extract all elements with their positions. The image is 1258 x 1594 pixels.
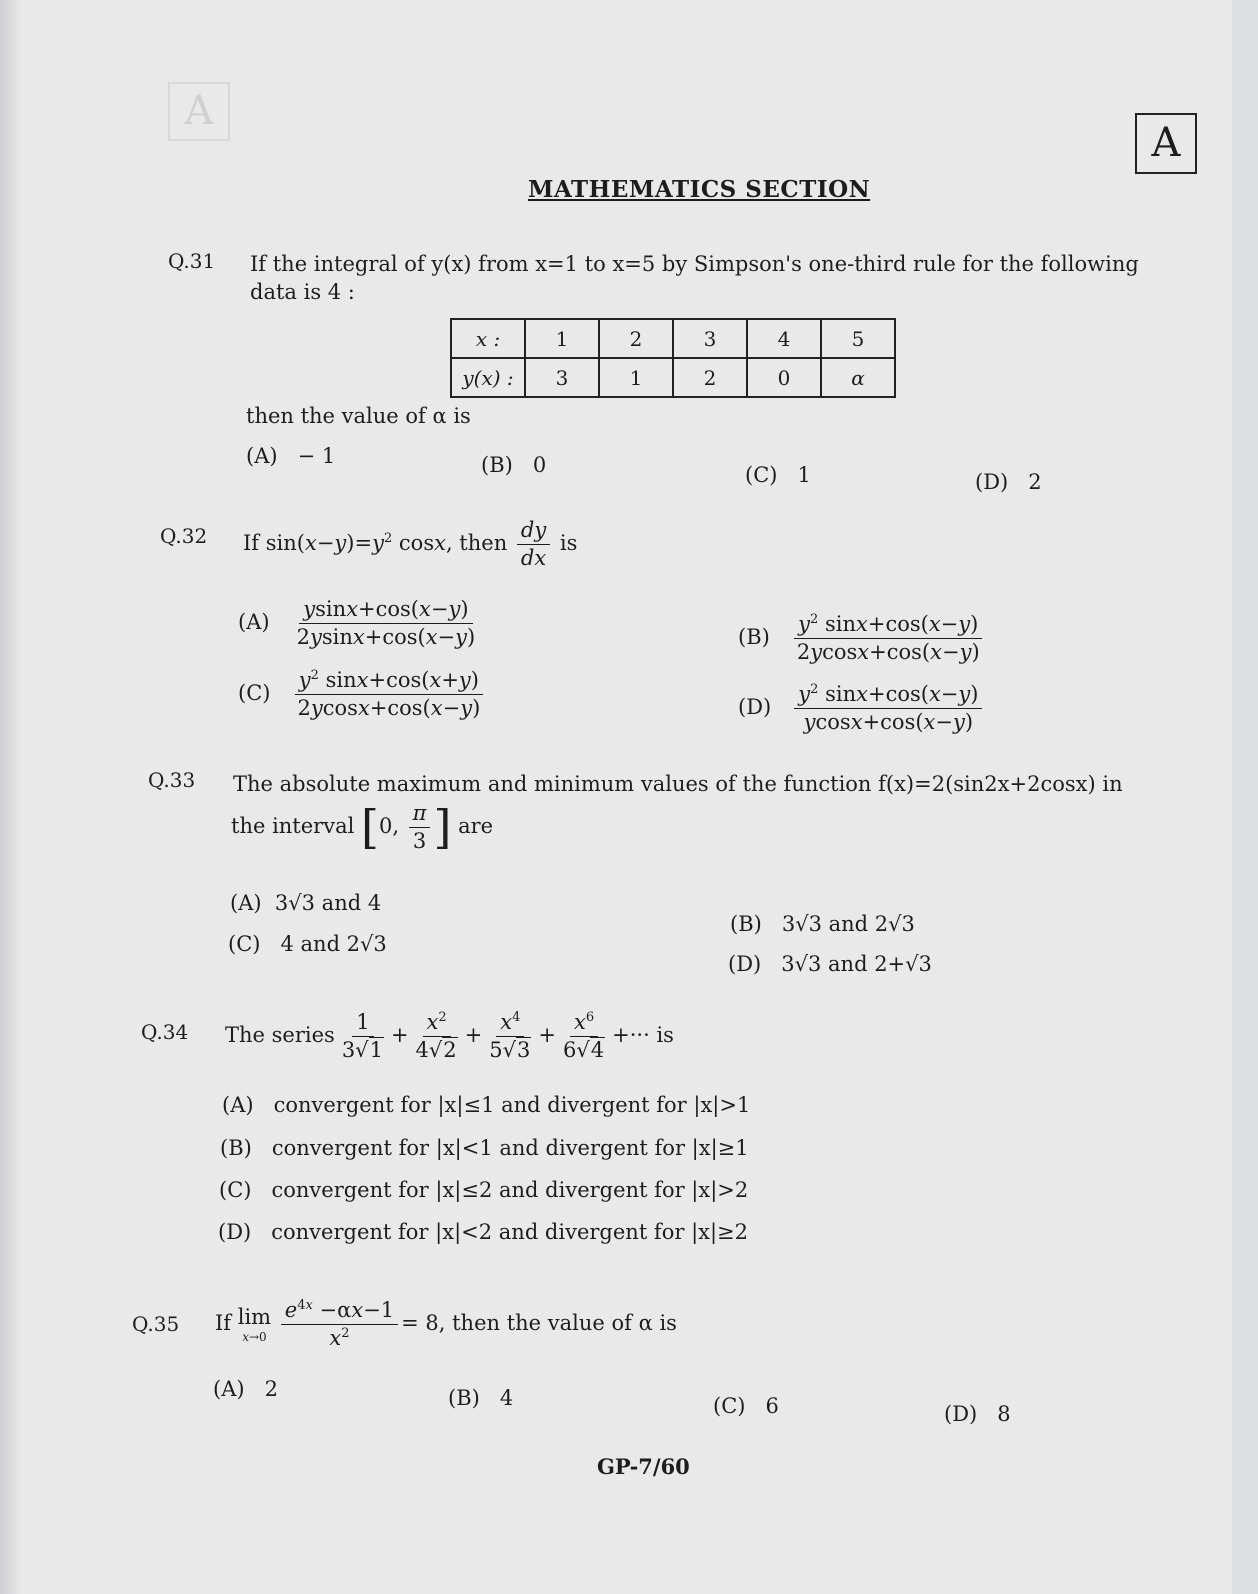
q31-text-line1: If the integral of y(x) from x=1 to x=5 by Simpson's one-third rule for the following bbox=[250, 252, 1139, 276]
q35-option-c: (C) 6 bbox=[713, 1394, 779, 1418]
q32-option-b: (B) $\frac{y^2 \sin x+\cos(x-y)}{2ycosx+\cos(x-y)}$ bbox=[738, 612, 987, 665]
q32-option-a-label: (A) bbox=[238, 610, 270, 635]
q32-statement: If $\sin(x-y)=y^2$ cosx, then $\frac{dy}{dx}$ is bbox=[243, 518, 578, 571]
table-cell: 0 bbox=[747, 358, 821, 397]
q33-option-b: (B) 3√3 and 2√3 bbox=[730, 912, 915, 936]
q31-option-d-value: 2 bbox=[1028, 470, 1042, 494]
table-cell: 4 bbox=[747, 319, 821, 358]
q35-statement: If lim x→0 $\frac{e^{4x} -\alpha x-1}{x^2}$ = 8, then the value of α is bbox=[215, 1298, 677, 1351]
q33-text-line1: The absolute maximum and minimum values of the function f(x)=2(sin2x+2cosx) in bbox=[233, 772, 1123, 796]
q33-option-c-value: 4 and 2√3 bbox=[280, 932, 387, 956]
q33-option-a: (A) 3√3 and 4 bbox=[230, 891, 382, 915]
table-cell: 2 bbox=[673, 358, 747, 397]
q34-option-d-value: convergent for |x|<2 and divergent for |x|≥2 bbox=[271, 1220, 749, 1244]
q35-number: Q.35 bbox=[132, 1312, 180, 1336]
bleed-through-set-box: A bbox=[168, 82, 230, 141]
table-cell: 1 bbox=[525, 319, 599, 358]
q35-tail: = 8, then the value of α is bbox=[401, 1311, 677, 1336]
q34-option-c: (C) convergent for |x|≤2 and divergent for |x|>2 bbox=[219, 1178, 749, 1202]
table-row-x bbox=[451, 319, 895, 358]
q32-option-b-label: (B) bbox=[738, 625, 770, 650]
q31-number: Q.31 bbox=[168, 249, 216, 273]
q34-option-d: (D) convergent for |x|<2 and divergent for |x|≥2 bbox=[218, 1220, 749, 1244]
table-row-y bbox=[451, 358, 895, 397]
q32-option-d: (D) $\frac{y^2 \sin x+\cos(x-y)}{ycosx+\cos(x-y)}$ bbox=[738, 682, 985, 735]
q31-option-b: (B) 0 bbox=[481, 453, 547, 477]
q31-option-a: (A) − 1 bbox=[246, 444, 336, 468]
table-cell: 5 bbox=[821, 319, 895, 358]
q34-statement: The series $\frac{1}{3√1}$ + $\frac{x^2}{4√2}$ + $\frac{x^4}{5√3}$ + $\frac{x^6}{6√4}$ +··· is bbox=[225, 1010, 674, 1063]
table-header-y: y(x) : bbox=[451, 358, 525, 397]
q35-option-a: (A) 2 bbox=[213, 1377, 278, 1401]
q31-option-c: (C) 1 bbox=[745, 463, 811, 487]
q31-option-c-value: 1 bbox=[797, 463, 811, 487]
q34-option-a: (A) convergent for |x|≤1 and divergent for |x|>1 bbox=[222, 1093, 751, 1117]
q35-option-d: (D) 8 bbox=[944, 1402, 1011, 1426]
table-cell: 3 bbox=[525, 358, 599, 397]
page-right-edge bbox=[1232, 0, 1258, 1594]
q34-option-a-value: convergent for |x|≤1 and divergent for |x|>1 bbox=[273, 1093, 751, 1117]
q32-option-c: (C) $\frac{y^2 \sin x+\cos(x+y)}{2ycosx+\cos(x-y)}$ bbox=[238, 668, 487, 721]
q33-interval: the interval [0, $\frac{\pi}{3}$ ] are bbox=[231, 800, 494, 854]
q34-number: Q.34 bbox=[141, 1020, 189, 1044]
table-cell: 1 bbox=[599, 358, 673, 397]
q32-option-c-label: (C) bbox=[238, 681, 271, 706]
q34-option-c-value: convergent for |x|≤2 and divergent for |x|>2 bbox=[271, 1178, 749, 1202]
q32-option-d-label: (D) bbox=[738, 695, 772, 720]
q32-option-a: (A) $\frac{ysinx+\cos(x-y)}{2ysinx+\cos(x-y)}$ bbox=[238, 597, 476, 650]
simpson-data-table bbox=[450, 318, 896, 398]
q35-option-c-value: 6 bbox=[765, 1394, 779, 1418]
section-title: MATHEMATICS SECTION bbox=[528, 176, 871, 203]
table-cell: α bbox=[821, 358, 895, 397]
q32-number: Q.32 bbox=[160, 524, 208, 548]
page-footer-code: GP-7/60 bbox=[597, 1454, 690, 1479]
q31-text-after-table: then the value of α is bbox=[246, 404, 471, 428]
set-code-box: A bbox=[1135, 113, 1197, 174]
page-binding-shadow bbox=[0, 0, 22, 1594]
table-cell: 2 bbox=[599, 319, 673, 358]
q31-option-a-value: − 1 bbox=[297, 444, 336, 468]
q31-option-b-value: 0 bbox=[532, 453, 547, 477]
q31-text-line2: data is 4 : bbox=[250, 280, 355, 304]
q33-number: Q.33 bbox=[148, 768, 196, 792]
q34-option-b: (B) convergent for |x|<1 and divergent for |x|≥1 bbox=[220, 1136, 749, 1160]
q33-option-d: (D) 3√3 and 2+√3 bbox=[728, 952, 932, 976]
q35-option-b: (B) 4 bbox=[448, 1386, 514, 1410]
q35-option-b-value: 4 bbox=[499, 1386, 514, 1410]
q31-option-d: (D) 2 bbox=[975, 470, 1042, 494]
q35-option-a-value: 2 bbox=[264, 1377, 278, 1401]
q34-option-b-value: convergent for |x|<1 and divergent for |x|≥1 bbox=[271, 1136, 749, 1160]
q35-option-d-value: 8 bbox=[997, 1402, 1011, 1426]
q33-option-c: (C) 4 and 2√3 bbox=[228, 932, 387, 956]
q33-option-a-value: 3√3 and 4 bbox=[274, 891, 382, 915]
q33-option-d-value: 3√3 and 2+√3 bbox=[781, 952, 932, 976]
q33-option-b-value: 3√3 and 2√3 bbox=[781, 912, 915, 936]
table-header-x: x : bbox=[451, 319, 525, 358]
table-cell: 3 bbox=[673, 319, 747, 358]
